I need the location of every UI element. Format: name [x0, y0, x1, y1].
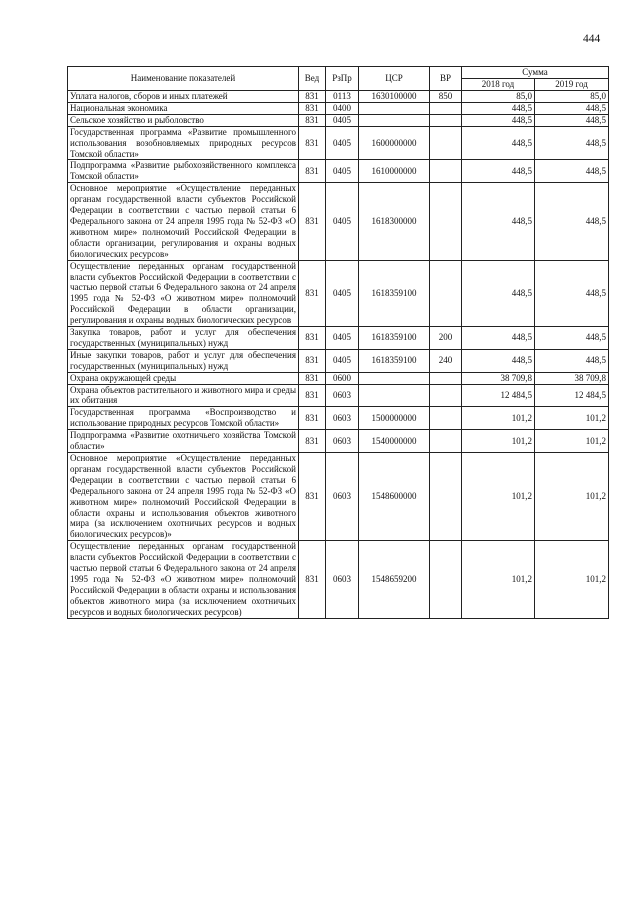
header-year-2019: 2019 год — [535, 79, 609, 91]
row-vr-cell — [430, 114, 462, 126]
row-rzpr-cell: 0603 — [326, 541, 359, 618]
row-csr-cell: 1618300000 — [359, 183, 430, 260]
budget-table — [67, 66, 609, 619]
row-ved-cell: 831 — [299, 183, 326, 260]
row-vr-cell — [430, 541, 462, 618]
row-ved-cell: 831 — [299, 102, 326, 114]
header-summa: Сумма — [462, 67, 609, 79]
row-vr-cell — [430, 126, 462, 160]
row-ved-cell: 831 — [299, 114, 326, 126]
row-sum-2018-cell: 101,2 — [462, 407, 535, 430]
table-row — [68, 102, 609, 114]
row-sum-2018-cell: 448,5 — [462, 126, 535, 160]
row-sum-2018-cell: 12 484,5 — [462, 384, 535, 407]
row-sum-2018-cell: 101,2 — [462, 430, 535, 453]
table-row — [68, 327, 609, 350]
table-row — [68, 372, 609, 384]
row-csr-cell: 1630100000 — [359, 91, 430, 103]
row-name-cell: Государственная программа «Развитие промышленного использования возобновляемых природных ресурсов Томской области» — [68, 126, 299, 160]
table-row — [68, 541, 609, 618]
row-sum-2018-cell: 448,5 — [462, 260, 535, 326]
row-sum-2019-cell: 448,5 — [535, 126, 609, 160]
row-name-cell: Охрана объектов растительного и животного мира и среды их обитания — [68, 384, 299, 407]
row-vr-cell — [430, 430, 462, 453]
row-rzpr-cell: 0405 — [326, 160, 359, 183]
page-number: 444 — [583, 33, 601, 45]
row-ved-cell: 831 — [299, 384, 326, 407]
row-vr-cell — [430, 160, 462, 183]
row-rzpr-cell: 0405 — [326, 327, 359, 350]
header-name: Наименование показателей — [68, 67, 299, 91]
row-sum-2018-cell: 85,0 — [462, 91, 535, 103]
row-csr-cell — [359, 372, 430, 384]
row-sum-2019-cell: 448,5 — [535, 327, 609, 350]
row-rzpr-cell: 0603 — [326, 384, 359, 407]
row-sum-2019-cell: 101,2 — [535, 407, 609, 430]
row-csr-cell: 1600000000 — [359, 126, 430, 160]
row-sum-2018-cell: 448,5 — [462, 183, 535, 260]
row-sum-2018-cell: 448,5 — [462, 114, 535, 126]
row-vr-cell — [430, 407, 462, 430]
row-csr-cell: 1618359100 — [359, 349, 430, 372]
row-rzpr-cell: 0113 — [326, 91, 359, 103]
row-rzpr-cell: 0405 — [326, 183, 359, 260]
row-ved-cell: 831 — [299, 430, 326, 453]
row-rzpr-cell: 0405 — [326, 126, 359, 160]
row-name-cell: Подпрограмма «Развитие рыбохозяйственного комплекса Томской области» — [68, 160, 299, 183]
row-sum-2019-cell: 85,0 — [535, 91, 609, 103]
row-ved-cell: 831 — [299, 160, 326, 183]
row-rzpr-cell: 0603 — [326, 453, 359, 541]
table-row — [68, 349, 609, 372]
row-sum-2019-cell: 101,2 — [535, 430, 609, 453]
table-body — [68, 91, 609, 619]
row-ved-cell: 831 — [299, 126, 326, 160]
row-name-cell: Основное мероприятие «Осуществление переданных органам государственной власти субъектов Российской Федерации в соответствии с частью первой статьи 6 Федерального закона от 24 апреля 1995 года № 52-ФЗ «О животном мире» полномочий Российской Федерации в области охраны и использования объектов животного мира (за исключением охотничьих ресурсов и водных биологических ресурсов)» — [68, 453, 299, 541]
row-ved-cell: 831 — [299, 327, 326, 350]
row-sum-2018-cell: 448,5 — [462, 160, 535, 183]
row-name-cell: Государственная программа «Воспроизводство и использование природных ресурсов Томской области» — [68, 407, 299, 430]
row-rzpr-cell: 0603 — [326, 430, 359, 453]
row-csr-cell — [359, 114, 430, 126]
row-sum-2018-cell: 101,2 — [462, 541, 535, 618]
row-sum-2019-cell: 448,5 — [535, 349, 609, 372]
row-csr-cell: 1500000000 — [359, 407, 430, 430]
row-name-cell: Уплата налогов, сборов и иных платежей — [68, 91, 299, 103]
table-row — [68, 430, 609, 453]
table-row — [68, 126, 609, 160]
row-sum-2019-cell: 448,5 — [535, 160, 609, 183]
header-csr: ЦСР — [359, 67, 430, 91]
row-ved-cell: 831 — [299, 407, 326, 430]
row-name-cell: Осуществление переданных органам государственной власти субъектов Российской Федерации в соответствии с частью первой статьи 6 Федерального закона от 24 апреля 1995 года № 52-ФЗ «О животном мире» полномочий Российской Федерации в области охраны и использования объектов животного мира (за исключением охотничьих ресурсов и водных биологических ресурсов) — [68, 541, 299, 618]
row-ved-cell: 831 — [299, 541, 326, 618]
row-csr-cell: 1618359100 — [359, 327, 430, 350]
row-sum-2019-cell: 448,5 — [535, 114, 609, 126]
row-sum-2019-cell: 448,5 — [535, 183, 609, 260]
row-sum-2019-cell: 448,5 — [535, 102, 609, 114]
row-rzpr-cell: 0600 — [326, 372, 359, 384]
row-sum-2019-cell: 448,5 — [535, 260, 609, 326]
row-sum-2018-cell: 448,5 — [462, 102, 535, 114]
row-ved-cell: 831 — [299, 349, 326, 372]
row-vr-cell — [430, 453, 462, 541]
row-csr-cell — [359, 384, 430, 407]
header-year-2018: 2018 год — [462, 79, 535, 91]
row-sum-2019-cell: 101,2 — [535, 453, 609, 541]
row-vr-cell: 200 — [430, 327, 462, 350]
row-ved-cell: 831 — [299, 91, 326, 103]
row-rzpr-cell: 0405 — [326, 349, 359, 372]
row-ved-cell: 831 — [299, 372, 326, 384]
table-row — [68, 91, 609, 103]
row-name-cell: Осуществление переданных органам государственной власти субъектов Российской Федерации в соответствии с частью первой статьи 6 Федерального закона от 24 апреля 1995 года № 52-ФЗ «О животном мире» полномочий Российской Федерации в области организации, регулирования и охраны водных биологических ресурсов — [68, 260, 299, 326]
table-row — [68, 114, 609, 126]
row-vr-cell — [430, 384, 462, 407]
row-vr-cell — [430, 372, 462, 384]
row-sum-2019-cell: 101,2 — [535, 541, 609, 618]
table-row — [68, 453, 609, 541]
table-row — [68, 260, 609, 326]
row-csr-cell: 1618359100 — [359, 260, 430, 326]
row-rzpr-cell: 0405 — [326, 260, 359, 326]
row-vr-cell — [430, 260, 462, 326]
row-csr-cell: 1540000000 — [359, 430, 430, 453]
table-row — [68, 407, 609, 430]
row-name-cell: Закупка товаров, работ и услуг для обеспечения государственных (муниципальных) нужд — [68, 327, 299, 350]
table-row — [68, 384, 609, 407]
row-ved-cell: 831 — [299, 260, 326, 326]
header-rzpr: РзПр — [326, 67, 359, 91]
row-name-cell: Сельское хозяйство и рыболовство — [68, 114, 299, 126]
row-sum-2018-cell: 448,5 — [462, 327, 535, 350]
row-sum-2018-cell: 38 709,8 — [462, 372, 535, 384]
row-rzpr-cell: 0603 — [326, 407, 359, 430]
row-vr-cell: 850 — [430, 91, 462, 103]
row-rzpr-cell: 0400 — [326, 102, 359, 114]
row-name-cell: Иные закупки товаров, работ и услуг для обеспечения государственных (муниципальных) нужд — [68, 349, 299, 372]
row-sum-2019-cell: 12 484,5 — [535, 384, 609, 407]
row-vr-cell — [430, 183, 462, 260]
row-csr-cell — [359, 102, 430, 114]
row-sum-2019-cell: 38 709,8 — [535, 372, 609, 384]
row-vr-cell — [430, 102, 462, 114]
header-vr: ВР — [430, 67, 462, 91]
row-sum-2018-cell: 448,5 — [462, 349, 535, 372]
table-row — [68, 160, 609, 183]
header-ved: Вед — [299, 67, 326, 91]
table-row — [68, 183, 609, 260]
row-name-cell: Охрана окружающей среды — [68, 372, 299, 384]
row-csr-cell: 1548659200 — [359, 541, 430, 618]
row-csr-cell: 1548600000 — [359, 453, 430, 541]
row-name-cell: Подпрограмма «Развитие охотничьего хозяйства Томской области» — [68, 430, 299, 453]
row-sum-2018-cell: 101,2 — [462, 453, 535, 541]
row-name-cell: Основное мероприятие «Осуществление переданных органам государственной власти субъектов Российской Федерации в соответствии с частью первой статьи 6 Федерального закона от 24 апреля 1995 года № 52-ФЗ «О животном мире» полномочий Российской Федерации в области организации, регулирования и охраны водных биологических ресурсов» — [68, 183, 299, 260]
row-rzpr-cell: 0405 — [326, 114, 359, 126]
row-name-cell: Национальная экономика — [68, 102, 299, 114]
row-ved-cell: 831 — [299, 453, 326, 541]
row-vr-cell: 240 — [430, 349, 462, 372]
row-csr-cell: 1610000000 — [359, 160, 430, 183]
